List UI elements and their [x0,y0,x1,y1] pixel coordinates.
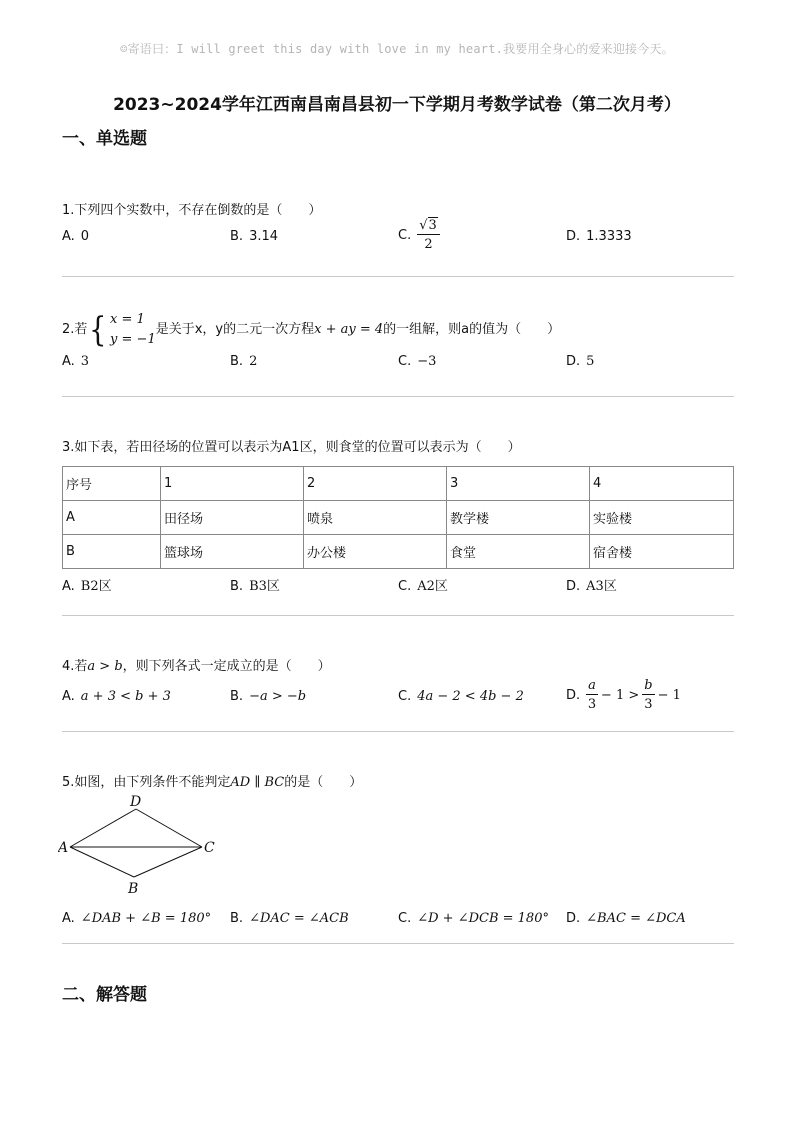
segment-dc [136,809,202,847]
vertex-label-c: C [204,840,215,856]
question-1-stem: 1.下列四个实数中，不存在倒数的是（ ） [62,203,322,218]
option-c[interactable]: C. A2区 [398,579,448,594]
question-2 [62,308,734,376]
location-table [62,466,734,569]
table-row: B 篮球场 办公楼 食堂 宿舍楼 [63,535,734,569]
option-a[interactable]: A. 0 [62,229,90,244]
option-b[interactable]: B. 3.14 [230,229,279,244]
section-heading-single-choice: 一、单选题 [62,129,147,149]
option-b[interactable]: B. −a > −b [230,689,307,704]
option-a[interactable]: A. 3 [62,354,90,369]
question-2-options [62,354,734,376]
option-c[interactable]: C. −3 [398,354,437,369]
section-heading-solution: 二、解答题 [62,985,147,1005]
quadrilateral-figure [58,795,228,895]
question-5-options [62,911,734,933]
question-5-stem: 5.如图，由下列条件不能判定AD ∥ BC的是（ ） [62,775,363,790]
option-c[interactable]: C. ∠D + ∠DCB = 180° [398,911,549,926]
option-b[interactable]: B. B3区 [230,579,280,594]
question-3-options [62,575,734,597]
watermark-motto: ☺寄语曰：I will greet this day with love in my heart.我要用全身心的爱来迎接今天。 [120,42,674,56]
sqrt-fraction: $\frac{√3}{2}$ [417,219,440,251]
option-b[interactable]: B. ∠DAC = ∠ACB [230,911,349,926]
segment-ad [70,809,136,847]
option-d[interactable]: D. 5 [566,354,595,369]
option-a[interactable]: A. a + 3 < b + 3 [62,689,171,704]
divider [62,615,734,616]
option-d[interactable]: D. ∠BAC = ∠DCA [566,911,686,926]
divider [62,276,734,277]
question-2-stem: 2.若 { x = 1 y = −1 是关于x，y的二元一次方程 x + ay = 4 的一组解，则a的值为（ ） [62,310,561,350]
divider [62,396,734,397]
question-4-stem: 4.若a > b，则下列各式一定成立的是（ ） [62,659,331,674]
option-a[interactable]: A. B2区 [62,579,112,594]
question-4-options [62,678,734,717]
segment-bc [134,847,202,877]
vertex-label-d: D [130,795,142,810]
option-b[interactable]: B. 2 [230,354,258,369]
question-5 [58,773,734,926]
option-c[interactable]: C. 4a − 2 < 4b − 2 [398,689,524,704]
option-d[interactable]: D. 1.3333 [566,229,632,244]
option-c[interactable]: C. $\frac{√3}{2}$ [398,219,440,251]
divider [62,731,734,732]
option-d[interactable]: D. A3区 [566,579,617,594]
question-4 [62,657,734,717]
question-3 [62,438,734,597]
table-row: A 田径场 喷泉 教学楼 实验楼 [63,501,734,535]
question-1-options [62,218,734,259]
question-3-stem: 3.如下表，若田径场的位置可以表示为A1区，则食堂的位置可以表示为（ ） [62,440,521,455]
vertex-label-a: A [58,840,69,856]
page-title: 2023~2024学年江西南昌南昌县初一下学期月考数学试卷（第二次月考） [113,95,681,115]
question-1 [62,201,734,259]
vertex-label-b: B [128,881,139,895]
option-d[interactable]: D. $\frac{a}{3}$ − 1 > $\frac{b}{3}$ − 1 [566,678,681,712]
equation-system: { x = 1 y = −1 [89,310,156,350]
option-a[interactable]: A. ∠DAB + ∠B = 180° [62,911,212,926]
segment-ab [70,847,134,877]
table-row: 序号 1 2 3 4 [63,467,734,501]
divider [62,943,734,944]
